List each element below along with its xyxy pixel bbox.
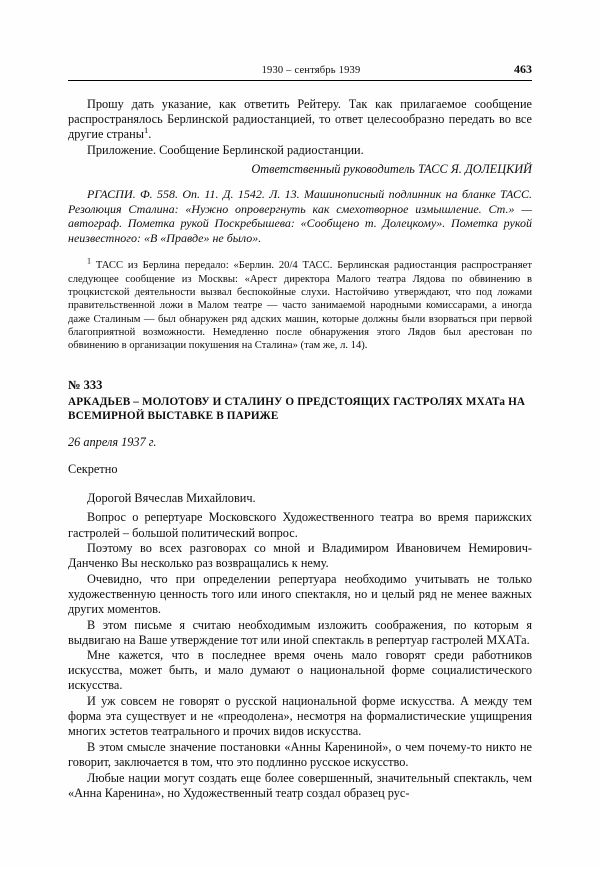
document-date: 26 апреля 1937 г. — [68, 435, 157, 450]
document-title: АРКАДЬЕВ – МОЛОТОВУ И СТАЛИНУ О ПРЕДСТОЯЩИХ ГАСТРОЛЯХ МХАТа НА ВСЕМИРНОЙ ВЫСТАВКЕ В ПАРИЖЕ — [68, 396, 526, 423]
footnote-body: ТАСС из Берлина передало: «Берлин. 20/4 ТАСС. Берлинская радиостанция распространяет следующее сообщение из Москвы: «Арест директора Малого театра Лядова по обвинению в троцкистской деятельности вызвал беспокойные слухи. Настойчиво утверждают, что под ложами правительственной ложи в Малом театре — часто занимаемой народными комиссарами, а иногда даже Сталиным — был обнаружен ряд адских машин, которые должны были взорваться при первой благоприятной возможности. Немедленно после обнаружения этого Лядов был арестован по обвинению в организации покушения на Сталина» (там же, л. 14). — [68, 260, 532, 352]
page-header — [68, 62, 532, 81]
running-title: 1930 – сентябрь 1939 — [261, 65, 361, 76]
paragraph: Мне кажется, что в последнее время очень мало говорят среди работников искусства, может быть, и мало думают о национальной форме социалистического искусства. — [68, 648, 532, 693]
paragraph: И уж совсем не говорят о русской национальной форме искусства. А между тем форма эта существует и не «преодолена», несмотря на формалистические ущищрения многих эстетов театрального и прочих видов искусства. — [68, 694, 532, 739]
footnote-number: 1 — [87, 256, 91, 266]
footnote-marker: 1 — [143, 125, 149, 136]
paragraph: Вопрос о репертуаре Московского Художественного театра во время парижских гастролей – большой политический вопрос. — [68, 510, 532, 540]
signature-line: Ответственный руководитель ТАСС Я. ДОЛЕЦКИЙ — [251, 161, 532, 176]
page-content — [68, 62, 532, 801]
salutation: Дорогой Вячеслав Михайлович. — [87, 491, 256, 506]
classification-label: Секретно — [68, 462, 118, 477]
page-number: 463 — [514, 62, 532, 76]
footnote-text — [68, 256, 532, 352]
paragraph: В этом письме я считаю необходимым изложить соображения, по которым я выдвигаю на Ваше утверждение тот или иной спектакль в репертуар гастролей МХАТа. — [68, 617, 532, 647]
paragraph: Приложение. Сообщение Берлинской радиостанции. — [87, 142, 364, 157]
paragraph-text: Прошу дать указание, как ответить Рейтеру. Так как прилагаемое сообщение распространялось Берлинской радиостанцией, то ответ целесообразно передать во все другие страны — [68, 97, 532, 142]
paragraph: Очевидно, что при определении репертуара необходимо учитывать не только художественную ценность того или иного спектакля, но и целый ряд не менее важных других моментов. — [68, 571, 532, 616]
paragraph — [68, 97, 532, 142]
paragraph: Любые нации могут создать еще более совершенный, значительный спектакль, чем «Анна Каренина», но Художественный театр создал образец рус- — [68, 770, 532, 800]
paragraph: В этом смысле значение постановки «Анны Карениной», о чем почему-то никто не говорит, заключается в том, что это подлинно русское искусство. — [68, 739, 532, 769]
paragraph-period: . — [148, 127, 152, 142]
document-number: № 333 — [68, 378, 103, 393]
archive-reference: РГАСПИ. Ф. 558. Оп. 11. Д. 1542. Л. 13. Машинописный подлинник на бланке ТАСС. Резолюция Сталина: «Нужно опровергнуть как смехотворное измышление. Ст.» — автограф. Пометка рукой Поскребышева: «Сообщено т. Долецкому». Пометка рукой неизвестного: «В «Правде» не было». — [68, 186, 532, 245]
paragraph: Поэтому во всех разговорах со мной и Владимиром Ивановичем Немирович-Данченко Вы несколько раз возвращались к нему. — [68, 541, 532, 571]
